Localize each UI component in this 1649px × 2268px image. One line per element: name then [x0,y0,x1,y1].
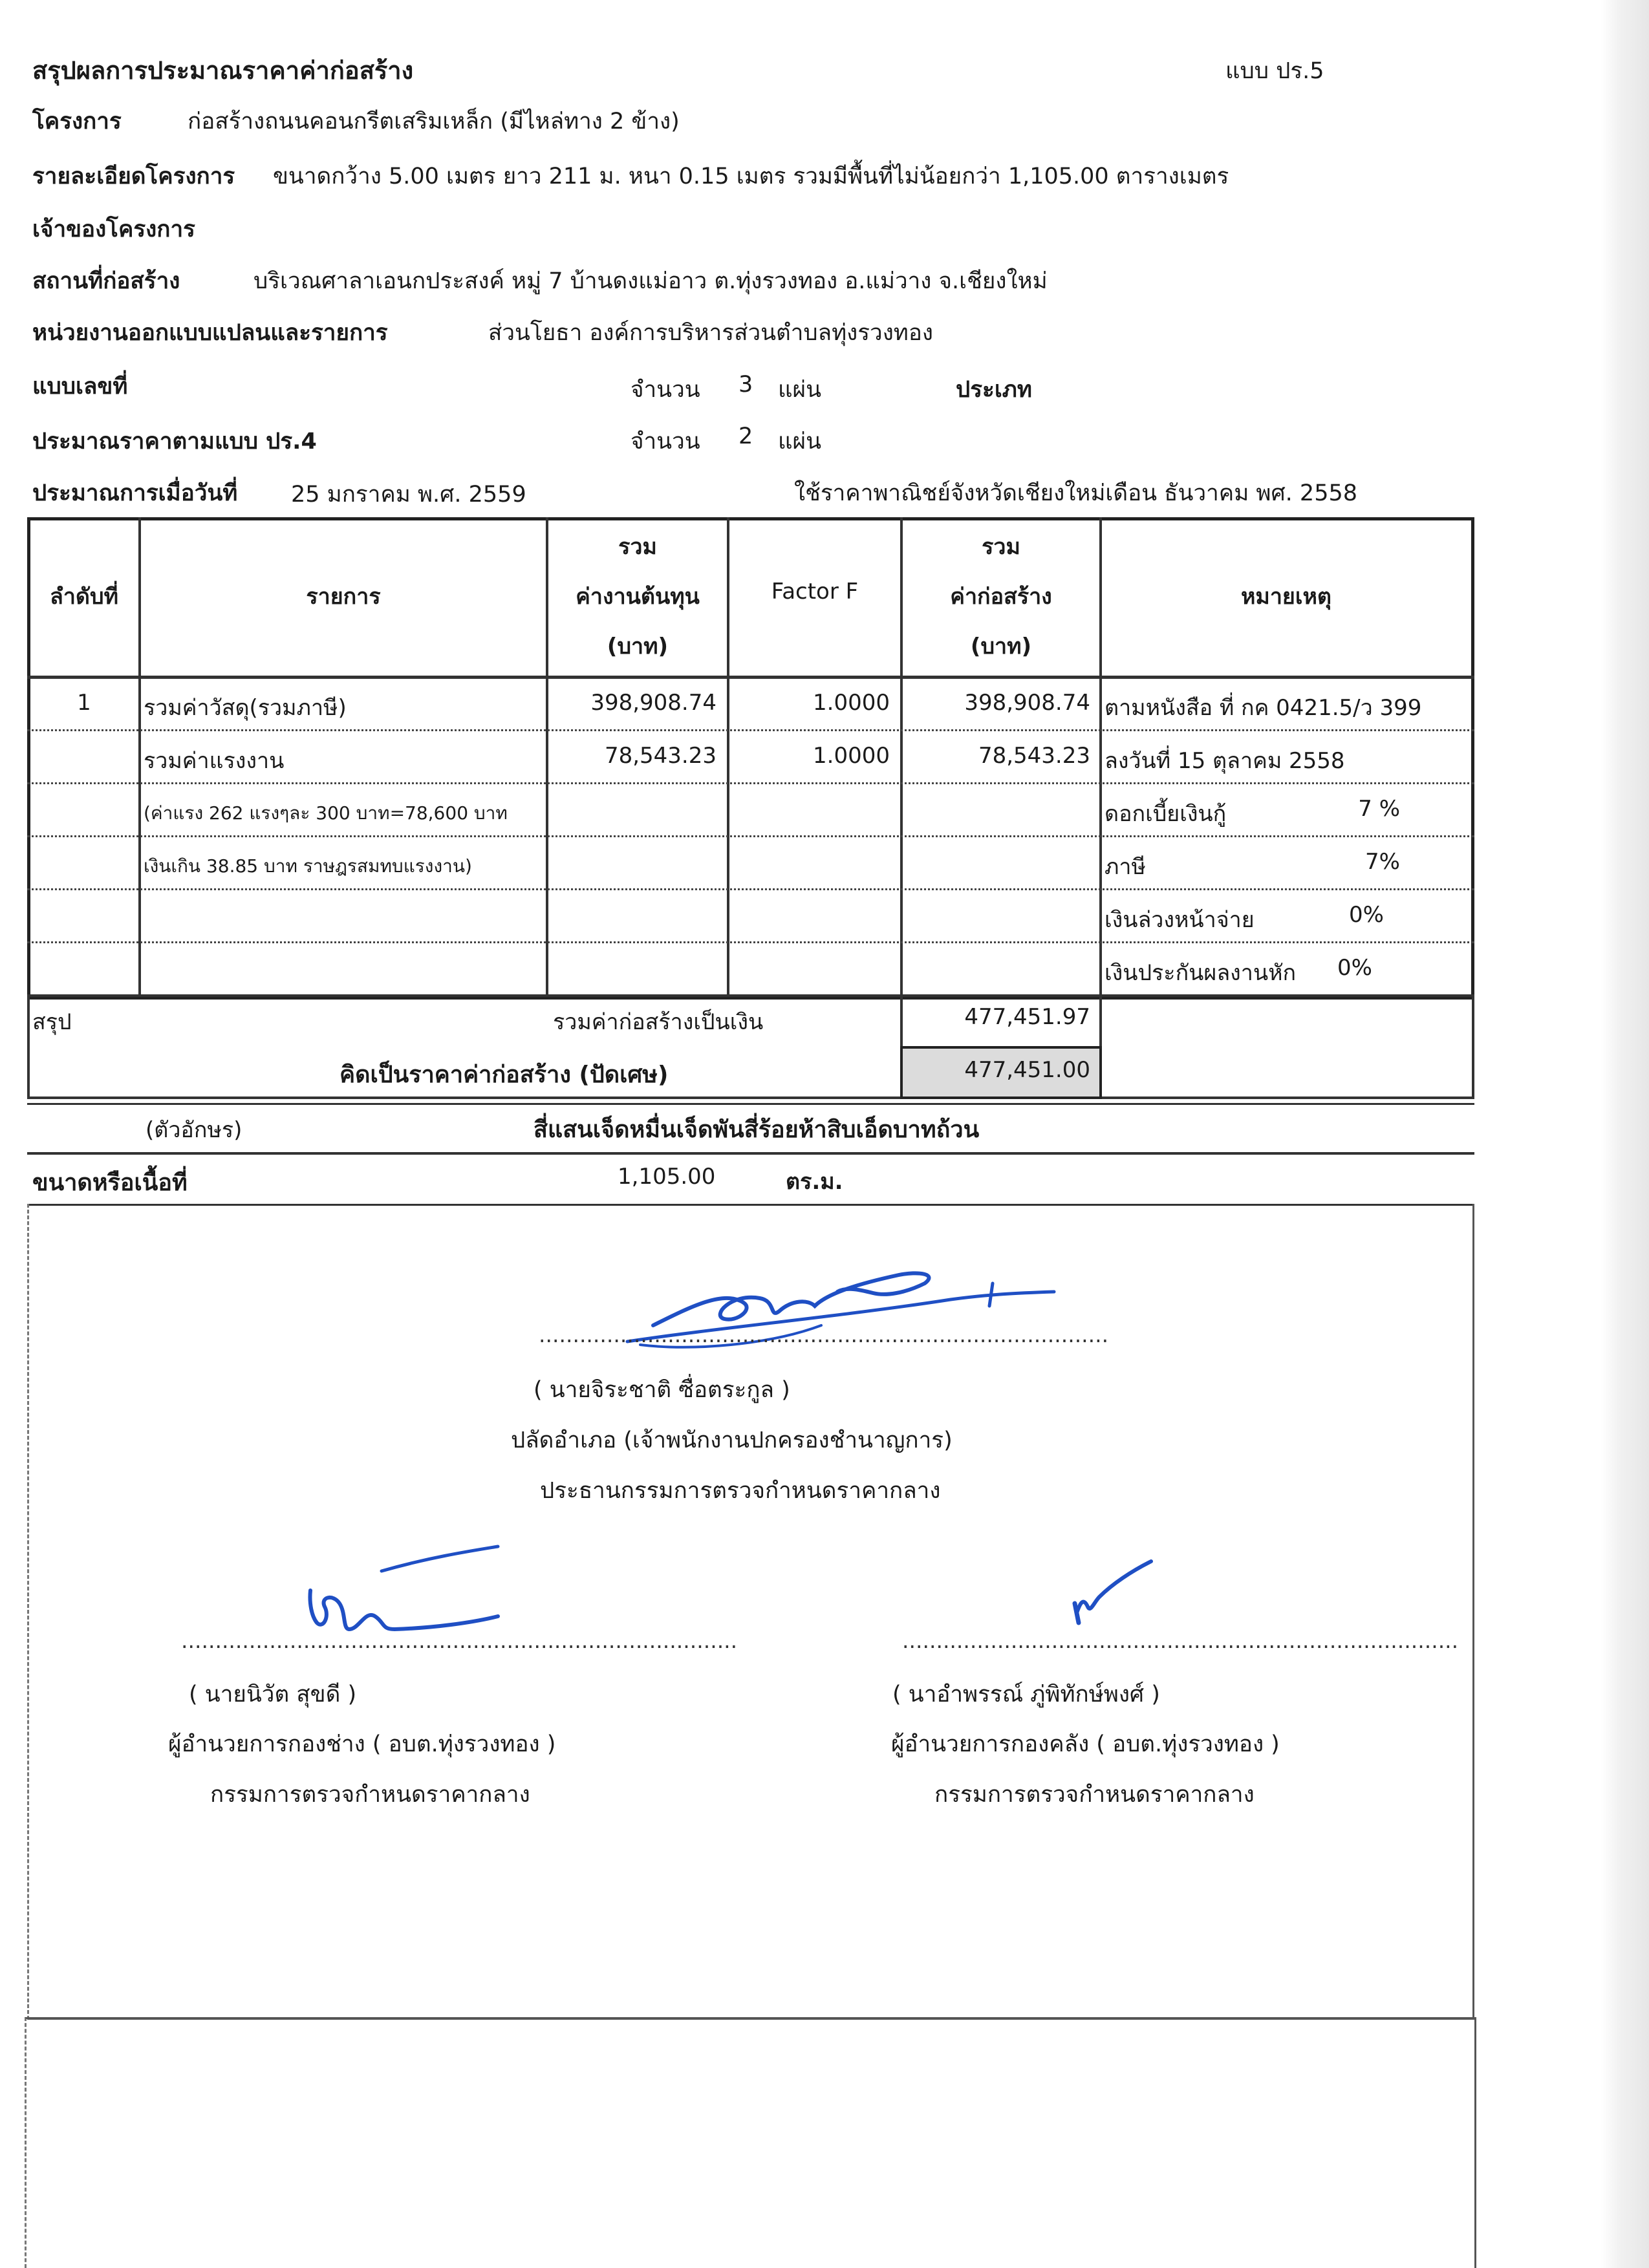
words-bottom-line [27,1152,1474,1155]
header-total-line1: รวม [982,534,1020,560]
row5-remark: เงินล่วงหน้าจ่าย [1105,907,1255,933]
plan-sheet-unit: แผ่น [778,377,821,403]
words-top-line [27,1103,1474,1105]
plan-count-label: จำนวน [630,377,700,403]
date-label: ประมาณการเมื่อวันที่ [32,480,238,506]
estimate-count: 2 [738,423,753,449]
area-label: ขนาดหรือเนื้อที่ [32,1170,188,1196]
row4-remark-value: 7% [1365,849,1400,875]
row6-remark: เงินประกันผลงานหัก [1105,960,1297,986]
amount-in-words: สี่แสนเจ็ดหมื่นเจ็ดพันสี่ร้อยห้าสิบเอ็ดบาทถ้วน [534,1117,980,1143]
designer-label: หน่วยงานออกแบบแปลนและรายการ [32,320,388,346]
row-divider [27,888,1474,890]
row6-remark-value: 0% [1337,955,1372,981]
summary-label: สรุป [32,1009,72,1035]
designer-value: ส่วนโยธา องค์การบริหารส่วนตำบลทุ่งรวงทอง [488,320,933,346]
rounded-total-value: 477,451.00 [964,1057,1090,1083]
header-factor: Factor F [771,579,859,604]
owner-label: เจ้าของโครงการ [32,217,195,242]
right-role: กรรมการตรวจกำหนดราคากลาง [934,1782,1255,1808]
area-unit: ตร.ม. [786,1169,843,1195]
chair-position: ปลัดอำเภอ (เจ้าพนักงานปกครองชำนาญการ) [511,1428,953,1453]
left-signature-line: .................................................................................. [181,1628,738,1653]
row2-cost: 78,543.23 [604,743,717,769]
left-role: กรรมการตรวจกำหนดราคากลาง [210,1782,530,1808]
row-divider [27,782,1474,784]
form-code: แบบ ปร.5 [1225,58,1324,84]
left-name: ( นายนิวัต สุขดี ) [189,1682,357,1707]
row1-total: 398,908.74 [964,690,1090,716]
chair-name: ( นายจิระชาติ ซื่อตระกูล ) [534,1377,790,1403]
lower-blank-frame [25,2017,1476,2268]
header-cost-line2: ค่างานต้นทุน [576,584,700,610]
plan-count: 3 [738,372,753,398]
chair-signature-image [614,1228,1067,1384]
summary-total-label: รวมค่าก่อสร้างเป็นเงิน [553,1009,764,1035]
chair-role: ประธานกรรมการตรวจกำหนดราคากลาง [540,1478,941,1504]
row1-seq: 1 [77,690,91,716]
project-label: โครงการ [32,109,122,134]
row5-remark-value: 0% [1349,902,1384,928]
type-label: ประเภท [956,377,1032,403]
row1-item: รวมค่าวัสดุ(รวมภาษี) [144,695,347,721]
header-total-line2: ค่าก่อสร้าง [950,584,1052,610]
rounded-label: คิดเป็นราคาค่าก่อสร้าง (ปัดเศษ) [339,1062,669,1088]
row4-item-note: เงินเกิน 38.85 บาท ราษฎรสมทบแรงงาน) [144,855,472,877]
row3-remark: ดอกเบี้ยเงินกู้ [1105,801,1227,827]
right-name: ( นาอำพรรณ์ ภู่พิทักษ์พงศ์ ) [892,1682,1160,1707]
estimate-label: ประมาณราคาตามแบบ ปร.4 [32,429,317,455]
header-seq: ลำดับที่ [49,584,118,610]
chair-signature-line: .................................................................................... [539,1322,1109,1347]
row4-remark: ภาษี [1105,854,1146,880]
summary-total-value: 477,451.97 [964,1004,1090,1030]
details-label: รายละเอียดโครงการ [32,164,235,189]
row-divider [27,729,1474,731]
scan-edge-shadow [1600,0,1649,2268]
row3-remark-value: 7 % [1358,796,1400,822]
date-value: 25 มกราคม พ.ศ. 2559 [291,482,526,508]
area-value: 1,105.00 [618,1164,716,1190]
row1-cost: 398,908.74 [590,690,717,716]
row1-remark: ตามหนังสือ ที่ กค 0421.5/ว 399 [1105,695,1422,721]
row2-item: รวมค่าแรงงาน [144,748,285,774]
site-label: สถานที่ก่อสร้าง [32,268,180,294]
right-signature-line: .................................................................................. [902,1628,1459,1653]
header-cost-line3: (บาท) [607,634,669,659]
right-position: ผู้อำนวยการกองคลัง ( อบต.ทุ่งรวงทอง ) [891,1731,1280,1757]
row1-factor: 1.0000 [813,690,890,716]
details-value: ขนาดกว้าง 5.00 เมตร ยาว 211 ม. หนา 0.15 เมตร รวมมีพื้นที่ไม่น้อยกว่า 1,105.00 ตารางเมตร [273,164,1229,189]
site-value: บริเวณศาลาเอนกประสงค์ หมู่ 7 บ้านดงแม่อาว ต.ทุ่งรวงทอง อ.แม่วาง จ.เชียงใหม่ [253,268,1048,294]
row3-item-note: (ค่าแรง 262 แรงๆละ 300 บาท=78,600 บาท [144,802,508,824]
header-item: รายการ [306,584,381,610]
estimate-sheet-unit: แผ่น [778,429,821,455]
row-divider [27,941,1474,943]
header-cost-line1: รวม [618,534,657,560]
plan-no-label: แบบเลขที่ [32,374,128,400]
header-remark: หมายเหตุ [1241,584,1331,610]
row2-factor: 1.0000 [813,743,890,769]
row2-total: 78,543.23 [978,743,1090,769]
row-divider [27,835,1474,837]
row2-remark: ลงวันที่ 15 ตุลาคม 2558 [1105,748,1345,774]
words-label: (ตัวอักษร) [146,1117,242,1143]
price-reference: ใช้ราคาพาณิชย์จังหวัดเชียงใหม่เดือน ธันวาคม พศ. 2558 [794,480,1358,506]
header-total-line3: (บาท) [970,634,1032,659]
project-value: ก่อสร้างถนนคอนกรีตเสริมเหล็ก (มีไหล่ทาง 2 ข้าง) [188,109,680,134]
left-position: ผู้อำนวยการกองช่าง ( อบต.ทุ่งรวงทอง ) [168,1731,556,1757]
document-title: สรุปผลการประมาณราคาค่าก่อสร้าง [32,56,414,85]
estimate-count-label: จำนวน [630,429,700,455]
header-divider [27,676,1474,679]
